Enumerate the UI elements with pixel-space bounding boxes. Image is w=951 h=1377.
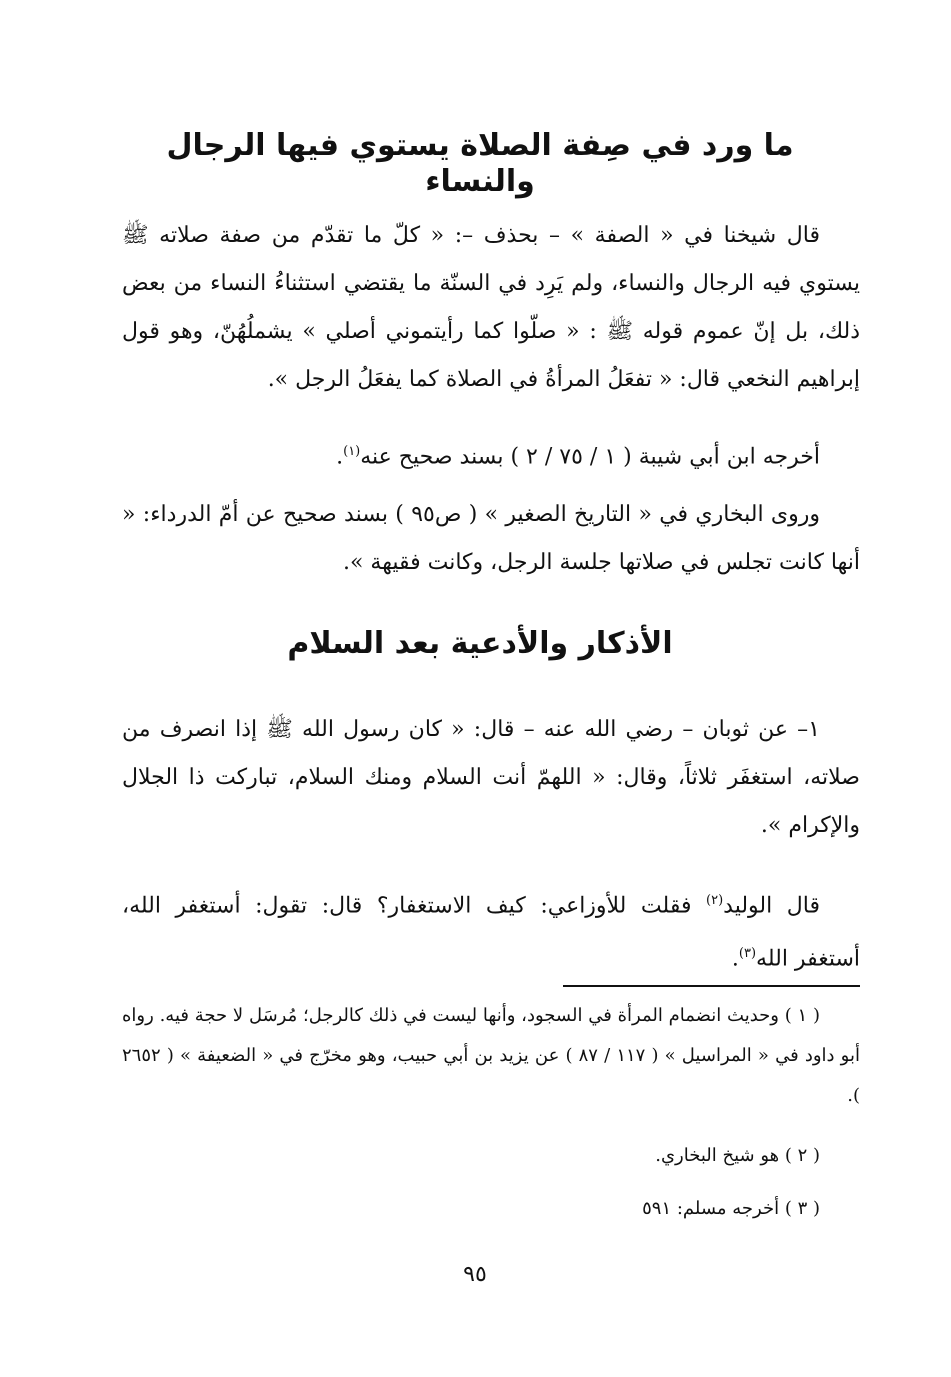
paragraph-thawban-hadith: ١– عن ثوبان – رضي الله عنه – قال: « كان رسول الله ﷺ إذا انصرف من صلاته، استغفَر ثلاثاً، وقال: « اللهمّ أنت السلام ومنك السلام، تباركت ذا الجلال والإكرام ». (122, 717, 860, 838)
footnote-2: ( ٢ ) هو شيخ البخاري. (655, 1145, 820, 1166)
footnote-ref-3: (٣) (738, 946, 757, 962)
section-heading-adhkar: الأذكار والأدعية بعد السلام (287, 626, 673, 661)
footnote-1: ( ١ ) وحديث انضمام المرأة في السجود، وأنها ليست في ذلك كالرجل؛ مُرسَل لا حجة فيه. رواه أبو داود في « المراسيل » ( ١١٧ / ٨٧ ) عن يزيد بن أبي حبيب، وهو مخرّج في « الضعيفة » ( ٢٦٥٢ ). (122, 1005, 860, 1106)
paragraph-text: أخرجه ابن أبي شيبة ( ١ / ٧٥ / ٢ ) بسند صحيح عنه (360, 444, 820, 470)
paragraph-walid-awzai (122, 877, 860, 984)
paragraph-end: . (731, 946, 739, 972)
footnote-ref-1: (١) (343, 444, 361, 459)
paragraph-text-b: فقلت للأوزاعي: كيف الاستغفار؟ قال: تقول: أستغفر الله، أستغفر الله (122, 893, 860, 972)
paragraph-sheikh-quote: قال شيخنا في « الصفة » – بحذف –: « كلّ ما تقدّم من صفة صلاته ﷺ يستوي فيه الرجال والنساء، ولم يَرِد في السنّة ما يقتضي استثناءُ النساء من بعض ذلك، بل إنّ عموم قوله ﷺ : « صلّوا كما رأيتموني أصلي » يشملُهُنّ، وهو قول إبراهيم النخعي قال: « تفعَلُ المرأةُ في الصلاة كما يفعَلُ الرجل ». (122, 223, 860, 392)
paragraph-text-a: قال الوليد (723, 893, 820, 919)
paragraph-ibn-abi-shaybah (122, 428, 860, 481)
page-number: ٩٥ (463, 1262, 487, 1287)
paragraph-bukhari-narration: وروى البخاري في « التاريخ الصغير » ( ص٩٥ ) بسند صحيح عن أمّ الدرداء: « أنها كانت تجلس في صلاتها جلسة الرجل، وكانت فقيهة ». (122, 502, 860, 575)
footnote-ref-2: (٢) (706, 893, 724, 908)
footnote-separator (563, 985, 860, 987)
footnote-3: ( ٣ ) أخرجه مسلم: ٥٩١ (642, 1198, 820, 1219)
section-heading-prayer-description: ما ورد في صِفة الصلاة يستوي فيها الرجال والنساء (166, 128, 794, 199)
paragraph-end: . (336, 444, 344, 470)
